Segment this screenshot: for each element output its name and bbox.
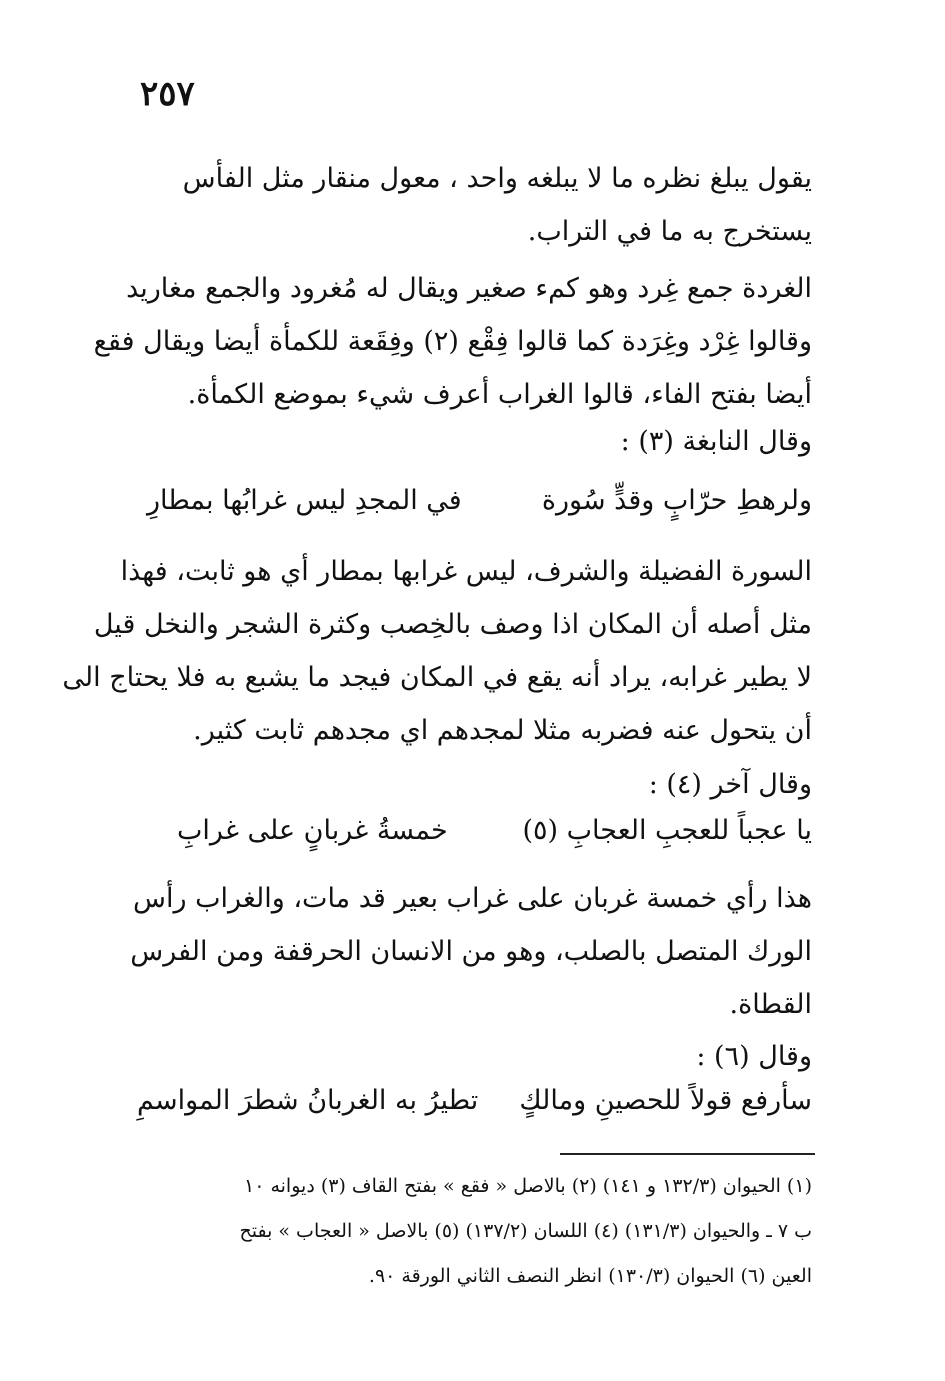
verse-3-second-hemistich: تطيرُ به الغربانُ شطرَ المواسمِ	[137, 1085, 479, 1116]
paragraph-1	[137, 152, 812, 258]
verse-intro-3: وقال (٦) :	[696, 1041, 812, 1072]
footnote-divider	[560, 1153, 815, 1155]
text-line: لا يطير غرابه، يراد أنه يقع في المكان فيجد ما يشبع به فلا يحتاج الى	[62, 662, 812, 693]
verse-2-second-hemistich: خمسةُ غربانٍ على غرابِ	[177, 815, 448, 846]
footnotes	[137, 1164, 812, 1299]
page-number: ٢٥٧	[140, 74, 195, 114]
text-line: يستخرج به ما في التراب.	[527, 216, 812, 247]
text-line: أن يتحول عنه فضربه مثلا لمجدهم اي مجدهم ثابت كثير.	[193, 715, 812, 746]
text-line: القطاة.	[729, 989, 812, 1020]
text-line: هذا رأي خمسة غربان على غراب بعير قد مات، والغراب رأس	[133, 883, 812, 914]
footnote-line: (١) الحيوان (١٣٢/٣ و ١٤١) (٢) بالاصل « فقع » بفتح القاف (٣) ديوانه ١٠	[244, 1175, 812, 1197]
verse-1-second-hemistich: في المجدِ ليس غرابُها بمطارِ	[147, 485, 462, 516]
text-line: يقول يبلغ نظره ما لا يبلغه واحد ، معول منقار مثل الفأس	[182, 163, 812, 194]
text-line: الغردة جمع غِرد وهو كمء صغير ويقال له مُغرود والجمع مغاريد	[126, 273, 812, 304]
footnote-line: العين (٦) الحيوان (١٣٠/٣) انظر النصف الثاني الورقة ٩٠.	[368, 1265, 812, 1287]
verse-2	[137, 815, 812, 846]
verse-1	[137, 485, 812, 516]
verse-3-first-hemistich: سأرفع قولاً للحصينِ ومالكٍ	[519, 1085, 812, 1116]
text-line: الورك المتصل بالصلب، وهو من الانسان الحرقفة ومن الفرس	[130, 936, 812, 967]
text-line: السورة الفضيلة والشرف، ليس غرابها بمطار أي هو ثابت، فهذا	[120, 556, 812, 587]
text-line: وقالوا غِرْد وغِرَدة كما قالوا فِقْع (٢) وفِقَعة للكمأة أيضا ويقال فقع	[93, 326, 812, 357]
footnote-line: ب ٧ ـ والحيوان (١٣١/٣) (٤) اللسان (١٣٧/٢) (٥) بالاصل « العجاب » بفتح	[239, 1220, 812, 1242]
paragraph-2	[93, 262, 812, 421]
verse-3	[137, 1085, 812, 1116]
paragraph-4	[130, 872, 812, 1031]
text-line: أيضا بفتح الفاء، قالوا الغراب أعرف شيء بموضع الكمأة.	[187, 379, 812, 410]
verse-2-first-hemistich: يا عجباً للعجبِ العجابِ (٥)	[522, 815, 812, 846]
verse-intro-1: وقال النابغة (٣) :	[620, 426, 812, 457]
paragraph-3	[62, 545, 812, 757]
verse-1-first-hemistich: ولرهطِ حرّابٍ وقدٍّ سُورة	[541, 485, 812, 516]
text-line: مثل أصله أن المكان اذا وصف بالخِصب وكثرة الشجر والنخل قيل	[93, 609, 812, 640]
verse-intro-2: وقال آخر (٤) :	[648, 769, 812, 800]
